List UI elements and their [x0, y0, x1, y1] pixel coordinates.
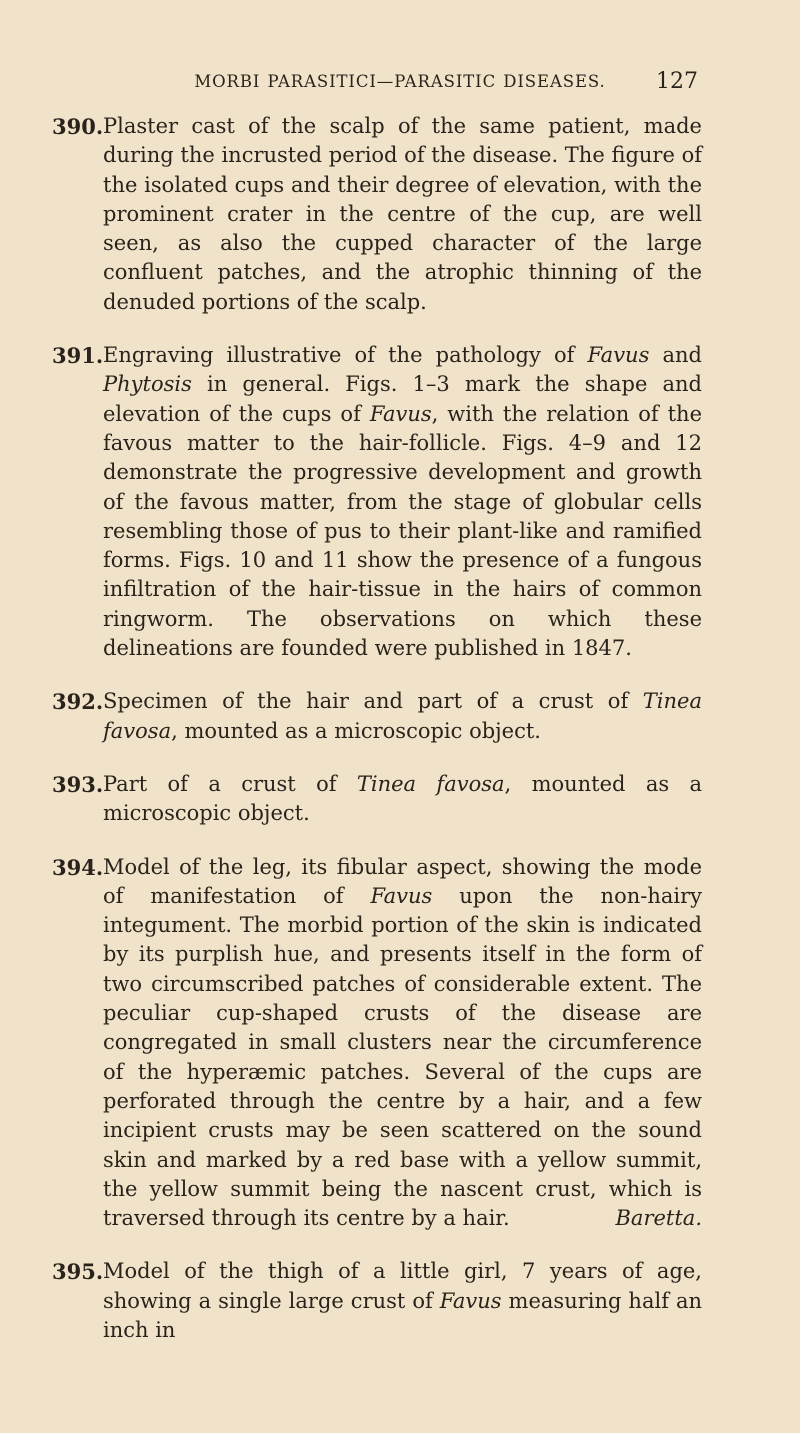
- catalogue-entries: [52, 112, 702, 1369]
- page-number: 127: [656, 69, 698, 94]
- entry-number: 394.: [52, 854, 104, 880]
- italic-term: Favus: [587, 343, 650, 368]
- italic-term: Favus: [439, 1288, 502, 1313]
- italic-term: Favus: [369, 401, 432, 426]
- italic-term: Favus: [370, 883, 433, 908]
- catalogue-entry: [52, 112, 702, 317]
- entry-text: [103, 689, 702, 742]
- entry-attribution: Baretta.: [615, 1206, 702, 1231]
- catalogue-entry: [52, 687, 702, 746]
- catalogue-entry: [52, 770, 702, 829]
- text-segment: Model of the leg, its fibular aspect, showing the mode of manifestation of: [103, 854, 702, 908]
- text-segment: , mounted as a microscopic object.: [103, 771, 703, 826]
- entry-number: 390.: [52, 114, 104, 139]
- catalogue-entry: [52, 1257, 702, 1345]
- entry-number: 392.: [52, 689, 104, 715]
- entry-text: [103, 114, 702, 314]
- text-segment: , with the relation of the favous matter to the hair-follicle. Figs. 4–9 and 12 demonstrate the progressive development and growth of the favous matter, from the stage of globular cells resembling those of pus to their plant-like and ramified forms. Figs. 10 and 11 show the presence of a fungous infiltration of the hair-tissue in the hairs of common ringworm. The observations on which these delineations are founded were published in 1847.: [103, 401, 703, 661]
- entry-text: [103, 1259, 702, 1342]
- entry-number: 393.: [52, 771, 104, 797]
- running-title: MORBI PARASITICI—PARASITIC DISEASES.: [194, 72, 606, 91]
- italic-term: Tinea favosa: [356, 771, 505, 796]
- text-segment: , mounted as a microscopic object.: [171, 718, 541, 743]
- text-segment: Engraving illustrative of the pathology of: [103, 343, 588, 368]
- italic-term: Phytosis: [103, 372, 192, 397]
- catalogue-entry: [52, 853, 702, 1234]
- text-segment: upon the non-hairy integument. The morbid portion of the skin is indicated by its purplish hue, and presents itself in the form of two circumscribed patches of considerable extent. The peculiar cup-shaped crusts of the disease are congregated in small clusters near the circumference of the hyperæmic patches. Several of the cups are perforated through the centre by a hair, and a few incipient crusts may be seen scattered on the sound skin and marked by a red base with a yellow summit, the yellow summit being the nascent crust, which is traversed through its centre by a hair.: [103, 883, 702, 1231]
- text-segment: Specimen of the hair and part of a crust of: [103, 689, 643, 714]
- text-segment: and: [649, 343, 702, 368]
- entry-number: 391.: [52, 343, 104, 369]
- text-segment: in general. Figs. 1–3 mark the shape and elevation of the cups of: [103, 372, 702, 426]
- entry-text: [103, 772, 702, 825]
- entry-number: 395.: [52, 1259, 104, 1285]
- italic-term: Tinea favosa: [103, 689, 702, 743]
- text-segment: Part of a crust of: [103, 771, 357, 796]
- text-segment: Plaster cast of the scalp of the same patient, made during the incrusted period of the disease. The figure of the isolated cups and their degree of elevation, with the prominent crater in the centre of the cup, are well seen, as also the cupped character of the large confluent patches, and the atrophic thinning of the denuded portions of the scalp.: [103, 114, 702, 314]
- entry-text: [103, 855, 702, 1231]
- entry-text: [103, 343, 702, 660]
- running-head: [0, 69, 800, 98]
- text-segment: Model of the thigh of a little girl, 7 years of age, showing a single large crust of: [103, 1259, 702, 1313]
- text-segment: measuring half an inch in: [103, 1288, 702, 1342]
- catalogue-entry: [52, 341, 702, 663]
